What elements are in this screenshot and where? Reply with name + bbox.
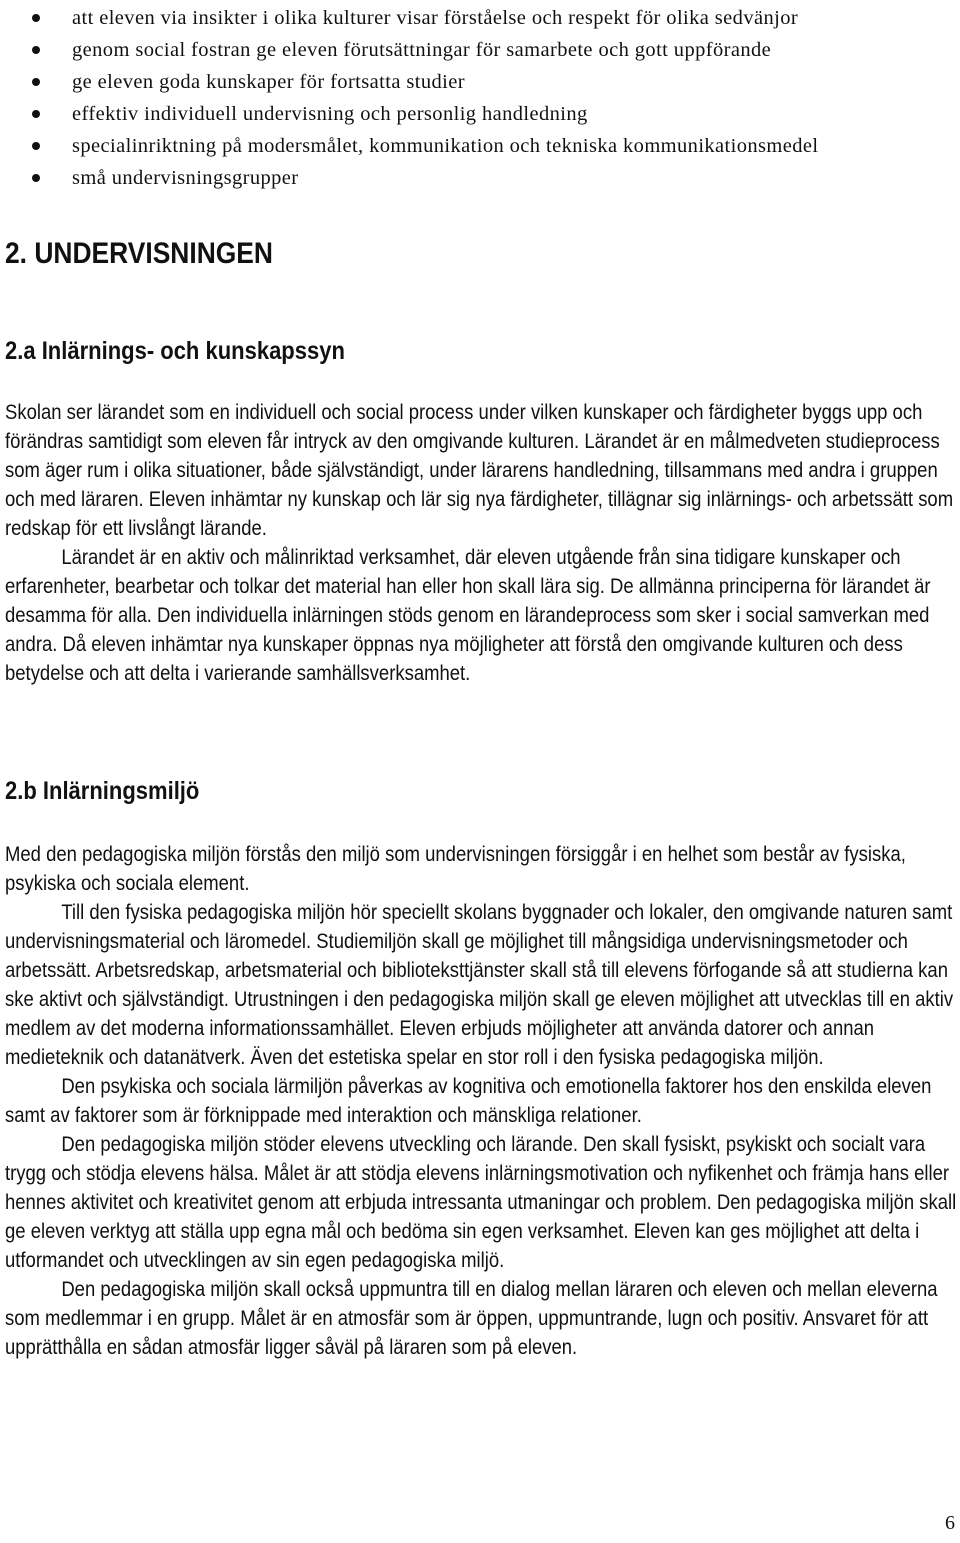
bullet-text: genom social fostran ge eleven förutsättningar för samarbete och gott uppförande: [72, 39, 772, 61]
section-b-paragraph-3: Den psykiska och sociala lärmiljön påverkas av kognitiva och emotionella faktorer hos den enskilda eleven samt av faktorer som är förknippade med interaktion och mänskliga relationer.: [5, 1075, 932, 1127]
section-a-paragraph-2: Lärandet är en aktiv och målinriktad verksamhet, där eleven utgående från sina tidigare kunskaper och erfarenheter, bearbetar och tolkar det material han eller hon skall lära sig. De allmänna principerna för lärandet är desamma för alla. Den individuella inlärningen stöds genom en lärandeprocess som sker i social samverkan med andra. Då eleven inhämtar nya kunskaper öppnas nya möjligheter att förstå den omgivande kulturen och dess betydelse och att delta i varierande samhällsverksamhet.: [5, 546, 931, 685]
page-number: 6: [945, 1512, 955, 1534]
bullet-item: [32, 98, 957, 130]
bullet-text: ge eleven goda kunskaper för fortsatta studier: [72, 71, 465, 93]
bullet-text: att eleven via insikter i olika kulturer visar förståelse och respekt för olika sedvänjor: [72, 7, 799, 29]
chapter-heading: 2. UNDERVISNINGEN: [5, 237, 273, 270]
bullet-item: [32, 162, 957, 194]
bullet-icon: [32, 46, 40, 54]
section-a-body: [5, 398, 960, 688]
bullet-text: små undervisningsgrupper: [72, 167, 299, 189]
bullet-icon: [32, 110, 40, 118]
bullet-icon: [32, 174, 40, 182]
section-a-paragraph-1: Skolan ser lärandet som en individuell och social process under vilken kunskaper och färdigheter byggs upp och förändras samtidigt som eleven får intryck av den omgivande kulturen. Lärandet är en målmedveten studieprocess som äger rum i olika situationer, både självständigt, under lärarens handledning, tillsammans med andra i gruppen och med läraren. Eleven inhämtar ny kunskap och lär sig nya färdigheter, tillägnar sig inlärnings- och arbetssätt som redskap för ett livslångt lärande.: [5, 401, 954, 540]
section-b-paragraph-4: Den pedagogiska miljön stöder elevens utveckling och lärande. Den skall fysiskt, psykiskt och socialt vara trygg och stödja elevens hälsa. Målet är att stödja elevens inlärningsmotivation och nyfikenhet och främja hans eller hennes aktivitet och kreativitet genom att erbjuda intressanta utmaningar och problem. Den pedagogiska miljön skall ge eleven verktyg att ställa upp egna mål och bedöma sin egen verksamhet. Eleven kan ges möjlighet att delta i utformandet och utvecklingen av sin egen pedagogiska miljö.: [5, 1133, 957, 1272]
section-b-paragraph-1: Med den pedagogiska miljön förstås den miljö som undervisningen försiggår i en helhet som består av fysiska, psykiska och sociala element.: [5, 843, 906, 895]
section-b-paragraph-5: Den pedagogiska miljön skall också uppmuntra till en dialog mellan läraren och eleven och mellan eleverna som medlemmar i en grupp. Målet är en atmosfär som är öppen, uppmuntrande, lugn och positiv. Ansvaret för att upprätthålla en sådan atmosfär ligger såväl på läraren som på eleven.: [5, 1278, 938, 1359]
bullet-text: effektiv individuell undervisning och personlig handledning: [72, 103, 588, 125]
section-b-heading: 2.b Inlärningsmiljö: [5, 777, 200, 805]
section-a-heading: 2.a Inlärnings- och kunskapssyn: [5, 337, 345, 365]
bullet-icon: [32, 78, 40, 86]
bullet-item: [32, 130, 957, 162]
goals-bullet-list: [32, 2, 957, 194]
bullet-text: specialinriktning på modersmålet, kommunikation och tekniska kommunikationsmedel: [72, 135, 819, 157]
bullet-item: [32, 34, 957, 66]
bullet-icon: [32, 14, 40, 22]
bullet-icon: [32, 142, 40, 150]
section-b-body: [5, 840, 960, 1362]
bullet-item: [32, 2, 957, 34]
bullet-item: [32, 66, 957, 98]
section-b-paragraph-2: Till den fysiska pedagogiska miljön hör speciellt skolans byggnader och lokaler, den omgivande naturen samt undervisningsmaterial och läromedel. Studiemiljön skall ge möjlighet till mångsidiga undervisningsmetoder och arbetssätt. Arbetsredskap, arbetsmaterial och biblioteksttjänster skall stå till elevens förfogande så att studierna kan ske aktivt och självständigt. Utrustningen i den pedagogiska miljön skall ge eleven möjlighet att utvecklas till en aktiv medlem av det moderna informationssamhället. Eleven erbjuds möjligheter att använda datorer och annan medieteknik och datanätverk. Även det estetiska spelar en stor roll i den fysiska pedagogiska miljön.: [5, 901, 954, 1069]
